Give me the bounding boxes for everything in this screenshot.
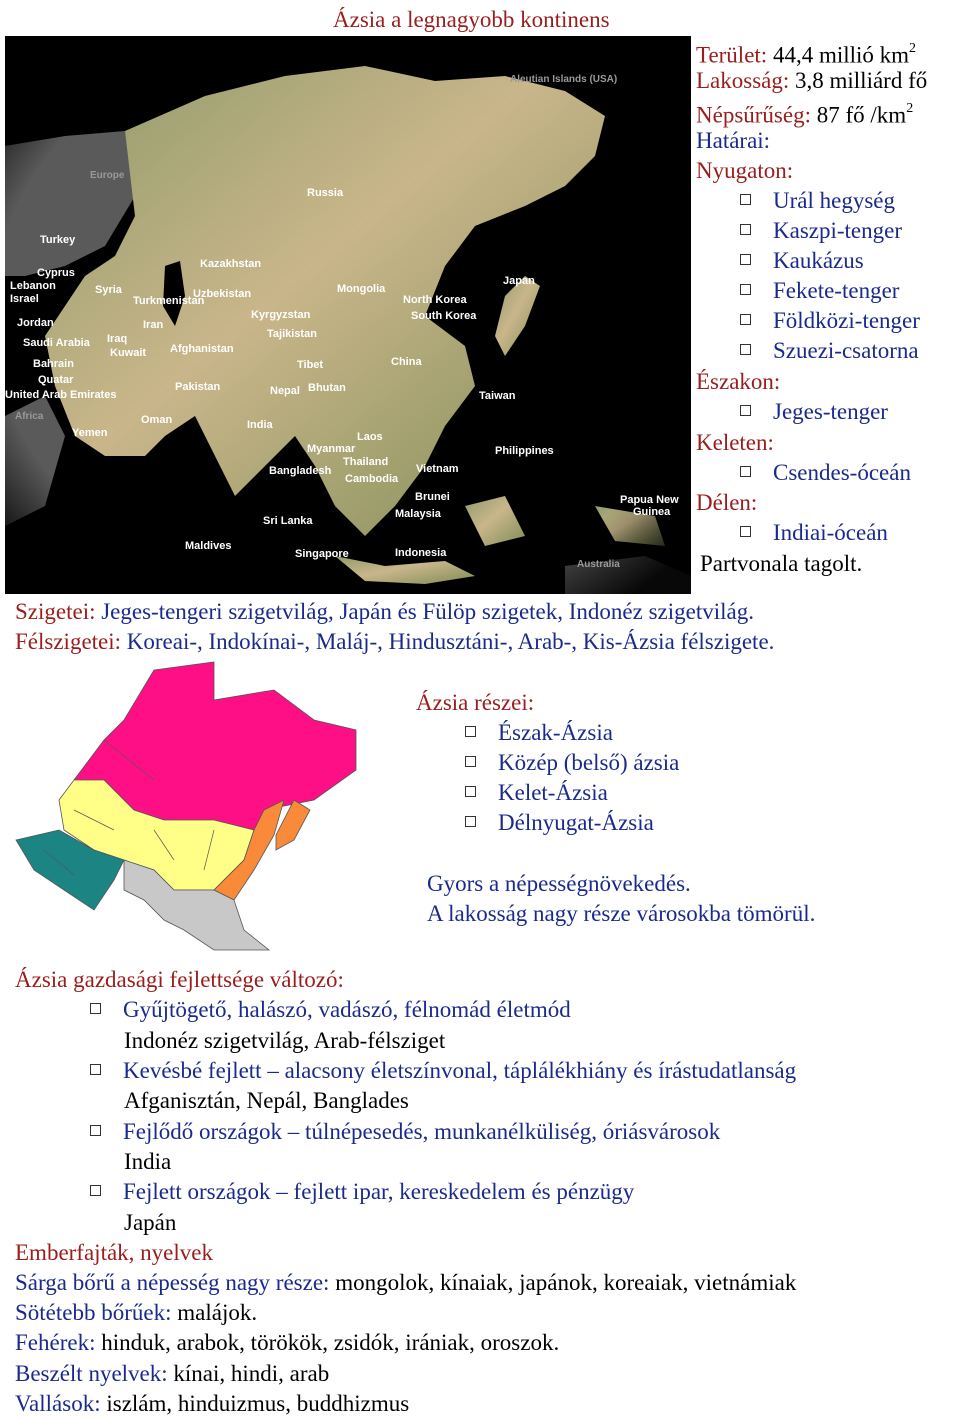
region-item: Közép (belső) ázsia — [465, 748, 679, 778]
religions: Vallások: iszlám, hinduizmus, buddhizmus — [15, 1391, 410, 1416]
west-item: Szuezi-csatorna — [740, 336, 919, 366]
map-label-europe: Europe — [90, 170, 125, 181]
map-label-russia: Russia — [307, 187, 344, 199]
map-label-brunei: Brunei — [415, 491, 450, 503]
map-label-guinea: Guinea — [633, 506, 671, 518]
bullet-icon — [740, 344, 751, 355]
map-label-pakistan: Pakistan — [175, 381, 221, 393]
north-item: Jeges-tenger — [740, 397, 888, 427]
economy-item: Gyűjtögető, halászó, vadászó, félnomád életmód — [90, 995, 571, 1025]
map-label-afghanistan: Afghanistan — [170, 343, 234, 355]
races-yellow: Sárga bőrű a népesség nagy része: mongolok, kínaiak, japánok, koreaiak, vietnámiak — [15, 1270, 797, 1295]
asia-physical-map — [5, 36, 691, 594]
map-label-iran: Iran — [143, 319, 164, 331]
map-label-taiwan: Taiwan — [479, 390, 516, 402]
map-label-singapore: Singapore — [295, 548, 349, 560]
bullet-icon — [90, 1185, 101, 1196]
map-label-kazakhstan: Kazakhstan — [200, 258, 262, 270]
population-growth: Gyors a népességnövekedés. — [427, 871, 691, 896]
coastline-note: Partvonala tagolt. — [700, 551, 863, 576]
map-label-iraq: Iraq — [107, 333, 128, 345]
map-label-china: China — [391, 356, 422, 368]
west-item: Földközi-tenger — [740, 306, 920, 336]
map-label-laos: Laos — [357, 431, 383, 443]
islands-line: Szigetei: Jeges-tengeri szigetvilág, Japán és Fülöp szigetek, Indonéz szigetvilág. — [15, 599, 754, 624]
map-label-sri-lanka: Sri Lanka — [263, 515, 313, 527]
economy-label: Ázsia gazdasági fejlettsége változó: — [15, 967, 344, 992]
map-label-yemen: Yemen — [72, 427, 108, 439]
asia-regions-map — [14, 660, 360, 960]
bullet-icon — [740, 284, 751, 295]
map-label-japan: Japan — [503, 275, 535, 287]
map-label-indonesia: Indonesia — [395, 547, 447, 559]
bullet-icon — [740, 224, 751, 235]
bullet-icon — [740, 405, 751, 416]
bullet-icon — [465, 786, 476, 797]
west-item: Urál hegység — [740, 186, 895, 216]
map-label-turkmenistan: Turkmenistan — [133, 295, 205, 307]
races-label: Emberfajták, nyelvek — [15, 1240, 213, 1265]
map-label-africa: Africa — [15, 411, 44, 422]
economy-example: Afganisztán, Nepál, Banglades — [124, 1088, 409, 1113]
stat-area: Terület: 44,4 millió $km^2$ — [696, 41, 917, 68]
map-label-syria: Syria — [95, 284, 122, 296]
map-label-philippines: Philippines — [495, 445, 554, 457]
bullet-icon — [740, 526, 751, 537]
map-label-maldives: Maldives — [185, 540, 232, 552]
economy-item: Fejlett országok – fejlett ipar, kereskedelem és pénzügy — [90, 1177, 634, 1207]
map-label-uae: United Arab Emirates — [5, 389, 117, 401]
economy-example: Japán — [124, 1210, 177, 1235]
map-label-jordan: Jordan — [17, 317, 54, 329]
bullet-icon — [740, 314, 751, 325]
borders-label: Határai: — [696, 128, 771, 153]
map-label-thailand: Thailand — [343, 456, 389, 468]
map-label-nepal: Nepal — [270, 385, 300, 397]
map-label-uzbekistan: Uzbekistan — [193, 288, 252, 300]
bullet-icon — [465, 816, 476, 827]
map-label-tajikistan: Tajikistan — [267, 328, 317, 340]
map-label-israel: Israel — [10, 293, 39, 305]
bullet-icon — [740, 194, 751, 205]
stat-density: Népsűrűség: 87 fő $/km^2$ — [696, 101, 914, 128]
map-label-aleutian: Aleutian Islands (USA) — [510, 74, 618, 85]
stat-population: Lakosság: 3,8 milliárd fő — [696, 68, 928, 93]
map-label-tibet: Tibet — [297, 359, 324, 371]
south-item: Indiai-óceán — [740, 518, 888, 548]
west-item: Kaukázus — [740, 246, 864, 276]
map-label-vietnam: Vietnam — [416, 463, 459, 475]
west-item: Kaszpi-tenger — [740, 216, 902, 246]
peninsulas-line: Félszigetei: Koreai-, Indokínai-, Maláj-, Hindusztáni-, Arab-, Kis-Ázsia félszigete. — [15, 629, 775, 654]
region-item: Észak-Ázsia — [465, 718, 613, 748]
races-white: Fehérek: hinduk, arabok, törökök, zsidók, irániak, oroszok. — [15, 1330, 560, 1355]
map-label-saudi-arabia: Saudi Arabia — [23, 337, 90, 349]
bullet-icon — [740, 254, 751, 265]
west-item: Fekete-tenger — [740, 276, 899, 306]
map-label-lebanon: Lebanon — [10, 280, 56, 292]
map-label-bahrain: Bahrain — [33, 358, 74, 370]
map-label-kyrgyzstan: Kyrgyzstan — [251, 309, 311, 321]
map-label-south-korea: South Korea — [411, 310, 477, 322]
map-label-bangladesh: Bangladesh — [269, 465, 332, 477]
north-label: Északon: — [696, 369, 781, 394]
economy-item: Kevésbé fejlett – alacsony életszínvonal, táplálékhiány és írástudatlanság — [90, 1056, 796, 1086]
region-item: Kelet-Ázsia — [465, 778, 608, 808]
west-label: Nyugaton: — [696, 158, 794, 183]
economy-item: Fejlődő országok – túlnépesedés, munkanélküliség, óriásvárosok — [90, 1117, 720, 1147]
urbanization: A lakosság nagy része városokba tömörül. — [427, 901, 816, 926]
bullet-icon — [90, 1003, 101, 1014]
languages: Beszélt nyelvek: kínai, hindi, arab — [15, 1361, 330, 1386]
east-label: Keleten: — [696, 430, 774, 455]
map-label-india: India — [247, 419, 273, 431]
map-label-kuwait: Kuwait — [110, 347, 147, 359]
map-label-quatar: Quatar — [38, 374, 74, 386]
map-label-bhutan: Bhutan — [308, 382, 346, 394]
map-label-myanmar: Myanmar — [307, 443, 356, 455]
map-label-mongolia: Mongolia — [337, 283, 386, 295]
map-label-cambodia: Cambodia — [345, 473, 399, 485]
map-label-papua: Papua New — [620, 494, 679, 506]
economy-example: Indonéz szigetvilág, Arab-félsziget — [124, 1028, 446, 1053]
economy-example: India — [124, 1149, 172, 1174]
map-label-malaysia: Malaysia — [395, 508, 441, 520]
regions-label: Ázsia részei: — [416, 690, 535, 715]
races-dark: Sötétebb bőrűek: malájok. — [15, 1300, 258, 1325]
east-item: Csendes-óceán — [740, 458, 911, 488]
bullet-icon — [465, 726, 476, 737]
map-label-cyprus: Cyprus — [37, 267, 75, 279]
bullet-icon — [465, 756, 476, 767]
south-label: Délen: — [696, 490, 758, 515]
map-label-north-korea: North Korea — [403, 294, 467, 306]
bullet-icon — [740, 466, 751, 477]
map-label-oman: Oman — [141, 414, 173, 426]
region-item: Délnyugat-Ázsia — [465, 808, 654, 838]
bullet-icon — [90, 1064, 101, 1075]
map-label-turkey: Turkey — [40, 234, 76, 246]
map-label-australia: Australia — [577, 559, 620, 570]
page-title: Ázsia a legnagyobb kontinens — [333, 7, 610, 32]
bullet-icon — [90, 1125, 101, 1136]
